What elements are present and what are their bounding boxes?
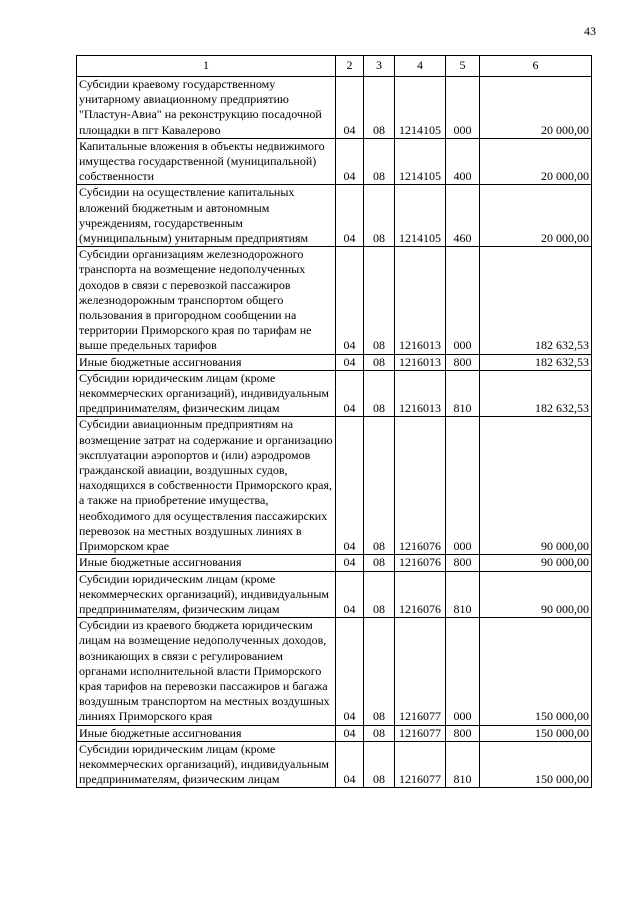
amount: 20 000,00 <box>480 138 592 185</box>
subsection-code: 08 <box>364 77 395 139</box>
subsection-code: 08 <box>364 247 395 354</box>
amount: 182 632,53 <box>480 370 592 417</box>
subsection-code: 08 <box>364 370 395 417</box>
row-name: Субсидии организациям железнодорожного транспорта на возмещение недополученных доходов в связи с перевозкой пассажиров железнодорожным транспортом общего пользования в пригородном сообщении на территории Приморского края по тарифам не выше предельных тарифов <box>77 247 336 354</box>
table-row <box>77 725 592 741</box>
table-row <box>77 555 592 571</box>
expense-type-code: 810 <box>446 370 480 417</box>
subsection-code: 08 <box>364 555 395 571</box>
row-name: Иные бюджетные ассигнования <box>77 354 336 370</box>
expense-type-code: 000 <box>446 417 480 555</box>
row-name: Субсидии юридическим лицам (кроме некоммерческих организаций), индивидуальным предпринимателям, физическим лицам <box>77 571 336 618</box>
amount: 90 000,00 <box>480 571 592 618</box>
expense-type-code: 000 <box>446 618 480 725</box>
section-code: 04 <box>336 370 364 417</box>
target-article-code: 1216076 <box>395 417 446 555</box>
table-row <box>77 247 592 354</box>
target-article-code: 1216013 <box>395 370 446 417</box>
row-name: Иные бюджетные ассигнования <box>77 555 336 571</box>
amount: 150 000,00 <box>480 741 592 788</box>
expense-type-code: 800 <box>446 354 480 370</box>
subsection-code: 08 <box>364 618 395 725</box>
budget-table <box>76 55 592 788</box>
section-code: 04 <box>336 741 364 788</box>
section-code: 04 <box>336 354 364 370</box>
subsection-code: 08 <box>364 741 395 788</box>
amount: 182 632,53 <box>480 247 592 354</box>
row-name: Субсидии авиационным предприятиям на возмещение затрат на содержание и организацию эксплуатации аэропортов и (или) аэродромов гражданской авиации, воздушных судов, находящихся в собственности Приморского края, а также на приобретение имущества, необходимого для осуществления пассажирских перевозок на местных воздушных линиях в Приморском крае <box>77 417 336 555</box>
row-name: Субсидии краевому государственному унитарному авиационному предприятию "Пластун-Авиа" на реконструкцию посадочной площадки в пгт Кавалерово <box>77 77 336 139</box>
target-article-code: 1214105 <box>395 77 446 139</box>
target-article-code: 1216076 <box>395 571 446 618</box>
target-article-code: 1216013 <box>395 247 446 354</box>
expense-type-code: 810 <box>446 571 480 618</box>
table-row <box>77 571 592 618</box>
column-header: 4 <box>395 56 446 77</box>
column-header: 2 <box>336 56 364 77</box>
expense-type-code: 000 <box>446 247 480 354</box>
column-header: 5 <box>446 56 480 77</box>
subsection-code: 08 <box>364 185 395 247</box>
section-code: 04 <box>336 571 364 618</box>
row-name: Субсидии на осуществление капитальных вложений бюджетным и автономным учреждениям, государственным (муниципальным) унитарным предприятиям <box>77 185 336 247</box>
subsection-code: 08 <box>364 725 395 741</box>
section-code: 04 <box>336 725 364 741</box>
table-header-row <box>77 56 592 77</box>
amount: 20 000,00 <box>480 77 592 139</box>
expense-type-code: 800 <box>446 725 480 741</box>
section-code: 04 <box>336 417 364 555</box>
table-row <box>77 618 592 725</box>
row-name: Субсидии юридическим лицам (кроме некоммерческих организаций), индивидуальным предпринимателям, физическим лицам <box>77 741 336 788</box>
amount: 150 000,00 <box>480 725 592 741</box>
table-row <box>77 370 592 417</box>
table-row <box>77 417 592 555</box>
expense-type-code: 400 <box>446 138 480 185</box>
target-article-code: 1214105 <box>395 138 446 185</box>
column-header: 1 <box>77 56 336 77</box>
row-name: Капитальные вложения в объекты недвижимого имущества государственной (муниципальной) собственности <box>77 138 336 185</box>
expense-type-code: 800 <box>446 555 480 571</box>
table-row <box>77 185 592 247</box>
row-name: Иные бюджетные ассигнования <box>77 725 336 741</box>
table-row <box>77 741 592 788</box>
target-article-code: 1216077 <box>395 741 446 788</box>
amount: 90 000,00 <box>480 417 592 555</box>
row-name: Субсидии из краевого бюджета юридическим лицам на возмещение недополученных доходов, возникающих в связи с регулированием органами исполнительной власти Приморского края тарифов на перевозки пассажиров и багажа воздушным транспортом на местных воздушных линиях Приморского края <box>77 618 336 725</box>
subsection-code: 08 <box>364 138 395 185</box>
section-code: 04 <box>336 247 364 354</box>
table-row <box>77 138 592 185</box>
section-code: 04 <box>336 77 364 139</box>
subsection-code: 08 <box>364 571 395 618</box>
column-header: 3 <box>364 56 395 77</box>
table-row <box>77 77 592 139</box>
amount: 20 000,00 <box>480 185 592 247</box>
section-code: 04 <box>336 138 364 185</box>
target-article-code: 1216076 <box>395 555 446 571</box>
amount: 182 632,53 <box>480 354 592 370</box>
expense-type-code: 000 <box>446 77 480 139</box>
amount: 90 000,00 <box>480 555 592 571</box>
target-article-code: 1214105 <box>395 185 446 247</box>
expense-type-code: 810 <box>446 741 480 788</box>
target-article-code: 1216077 <box>395 618 446 725</box>
section-code: 04 <box>336 618 364 725</box>
amount: 150 000,00 <box>480 618 592 725</box>
page-number: 43 <box>584 24 596 38</box>
target-article-code: 1216013 <box>395 354 446 370</box>
subsection-code: 08 <box>364 354 395 370</box>
section-code: 04 <box>336 555 364 571</box>
row-name: Субсидии юридическим лицам (кроме некоммерческих организаций), индивидуальным предпринимателям, физическим лицам <box>77 370 336 417</box>
subsection-code: 08 <box>364 417 395 555</box>
expense-type-code: 460 <box>446 185 480 247</box>
column-header: 6 <box>480 56 592 77</box>
section-code: 04 <box>336 185 364 247</box>
target-article-code: 1216077 <box>395 725 446 741</box>
table-row <box>77 354 592 370</box>
